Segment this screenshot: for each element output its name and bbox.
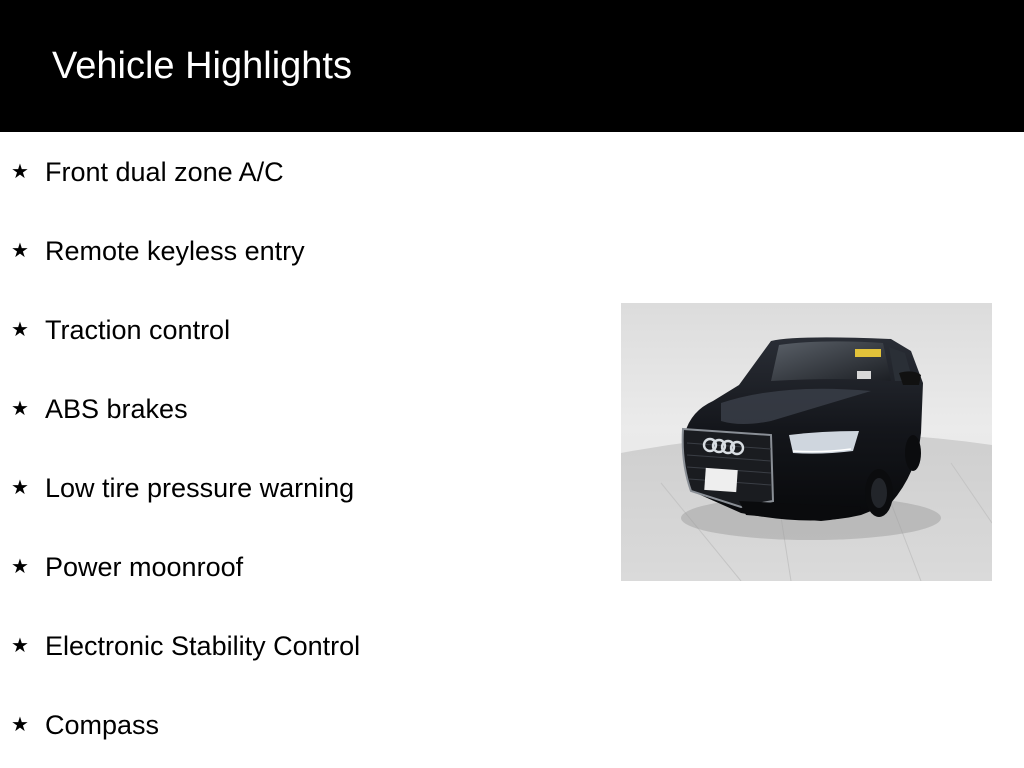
list-item — [0, 705, 600, 745]
list-item — [0, 468, 600, 508]
highlight-label: Compass — [45, 710, 160, 740]
vehicle-illustration — [621, 303, 992, 581]
highlight-label: Low tire pressure warning — [45, 473, 355, 503]
highlight-label: Remote keyless entry — [45, 236, 305, 266]
page-title: Vehicle Highlights — [52, 45, 352, 87]
star-icon: ★ — [11, 712, 29, 736]
list-item — [0, 547, 600, 587]
highlight-label: Front dual zone A/C — [45, 157, 284, 187]
list-item — [0, 626, 600, 666]
star-icon: ★ — [11, 317, 29, 341]
highlight-label: Traction control — [45, 315, 231, 345]
highlight-label: Power moonroof — [45, 552, 244, 582]
list-item — [0, 310, 600, 350]
star-icon: ★ — [11, 633, 29, 657]
highlight-label: ABS brakes — [45, 394, 188, 424]
header-bar — [0, 0, 1024, 132]
highlight-label: Electronic Stability Control — [45, 631, 361, 661]
star-icon: ★ — [11, 159, 29, 183]
list-item — [0, 152, 600, 192]
star-icon: ★ — [11, 554, 29, 578]
list-item — [0, 389, 600, 429]
star-icon: ★ — [11, 475, 29, 499]
star-icon: ★ — [11, 396, 29, 420]
star-icon: ★ — [11, 238, 29, 262]
list-item — [0, 231, 600, 271]
vehicle-photo — [621, 303, 992, 581]
